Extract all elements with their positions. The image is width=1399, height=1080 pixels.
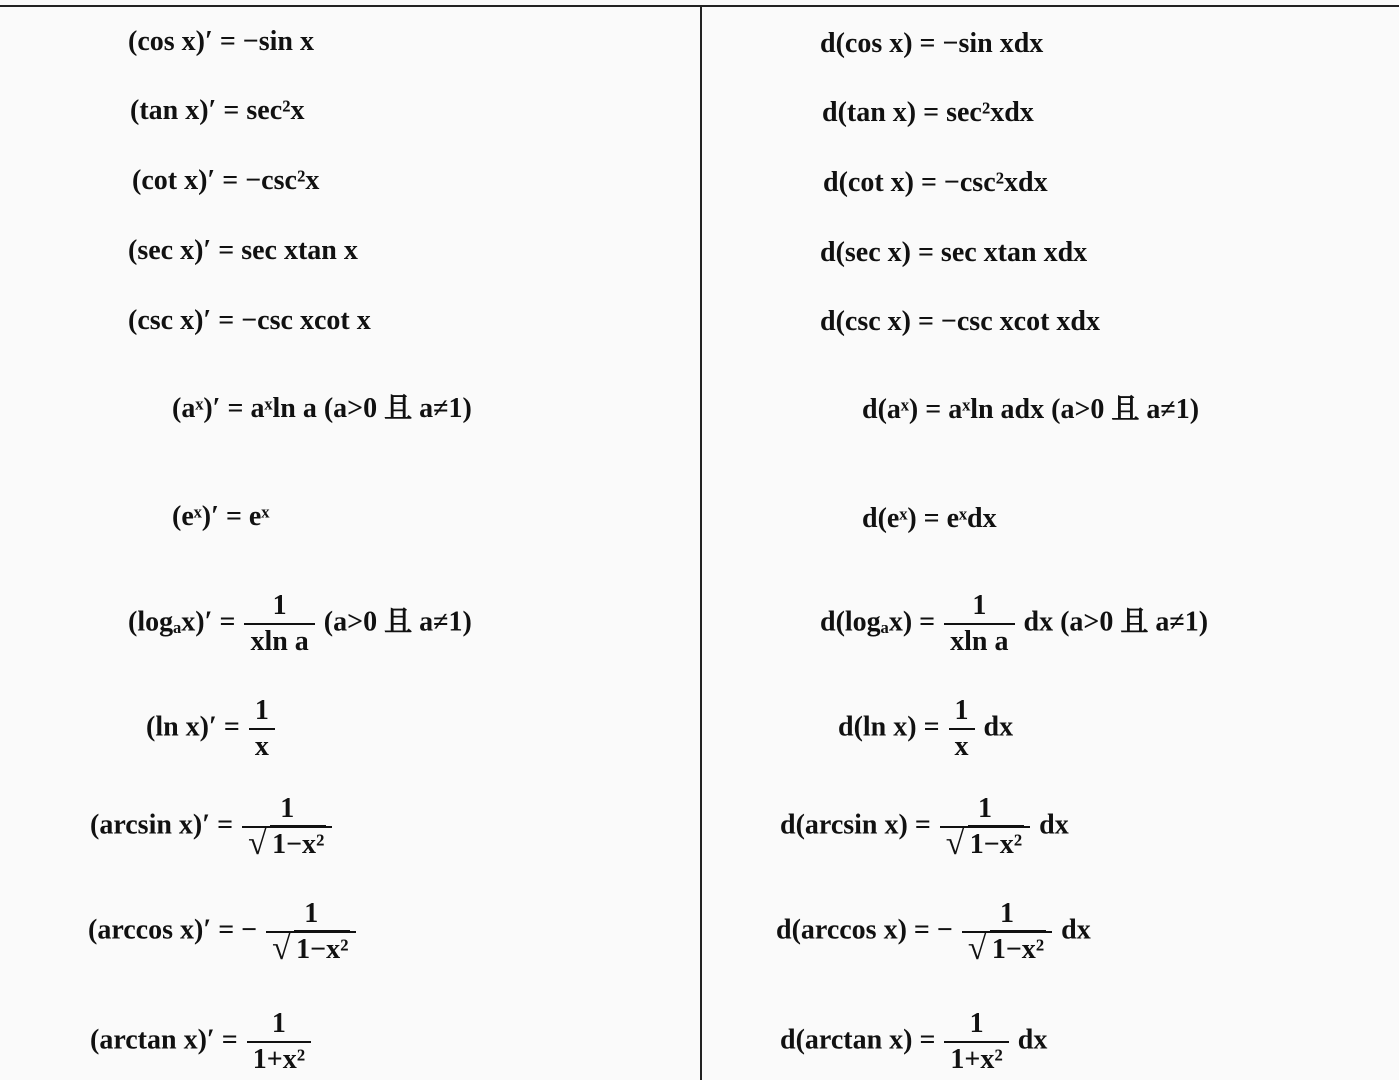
- ln-fraction: [949, 697, 975, 761]
- arccos-denominator: [266, 933, 356, 964]
- arcsin-fraction: [242, 795, 332, 859]
- log-right-label: d(logₐx) =: [820, 606, 936, 638]
- arcsin-denominator: [940, 828, 1030, 859]
- arccos-fraction: [962, 900, 1052, 964]
- derivative-arccos: [88, 900, 358, 964]
- log-condition: (a>0 且 a≠1): [323, 606, 472, 638]
- arctan-right-label: d(arctan x) =: [780, 1024, 936, 1056]
- arctan-numerator: 1: [944, 1010, 1008, 1043]
- sqrt-body: 1−x²: [294, 930, 350, 965]
- arccos-left-label: (arccos x)′ = −: [88, 914, 258, 946]
- arctan-left-label: (arctan x)′ =: [90, 1024, 238, 1056]
- differential-arcsin: [780, 795, 1069, 859]
- derivative-arcsin: [90, 795, 334, 859]
- ln-right-label: d(ln x) =: [838, 711, 940, 743]
- arcsin-denominator: [242, 828, 332, 859]
- differential-ln: [838, 697, 1013, 761]
- arcsin-fraction: [940, 795, 1030, 859]
- arccos-denominator: [962, 933, 1052, 964]
- derivative-log: [128, 592, 472, 656]
- arctan-denominator: 1+x²: [950, 1044, 1003, 1075]
- log-left-label: (logₐx)′ =: [128, 606, 236, 638]
- derivative-arctan: [90, 1010, 313, 1074]
- log-numerator: 1: [944, 592, 1014, 625]
- arctan-dx: dx: [1017, 1024, 1048, 1056]
- differential-arctan: [780, 1010, 1047, 1074]
- column-divider: [700, 5, 702, 1080]
- arcsin-dx: dx: [1039, 809, 1069, 841]
- ln-dx: dx: [983, 711, 1014, 743]
- differential-cot: d(cot x) = −csc²xdx: [823, 167, 1048, 198]
- sqrt-symbol: [272, 936, 350, 964]
- arccos-dx: dx: [1061, 914, 1091, 946]
- sqrt-symbol: [968, 936, 1046, 964]
- log-denominator: xln a: [950, 626, 1009, 657]
- log-dx-condition: dx (a>0 且 a≠1): [1023, 606, 1209, 638]
- log-denominator: xln a: [250, 626, 309, 657]
- derivative-tan: (tan x)′ = sec²x: [130, 95, 305, 126]
- differential-tan: d(tan x) = sec²xdx: [822, 97, 1034, 128]
- sqrt-body: 1−x²: [270, 825, 326, 860]
- differential-exponential-e: d(eˣ) = eˣdx: [862, 503, 997, 534]
- arcsin-numerator: 1: [940, 795, 1030, 828]
- derivative-sec: (sec x)′ = sec xtan x: [128, 235, 358, 266]
- derivative-cot: (cot x)′ = −csc²x: [132, 165, 320, 196]
- arccos-numerator: 1: [266, 900, 356, 933]
- arcsin-numerator: 1: [242, 795, 332, 828]
- arccos-numerator: 1: [962, 900, 1052, 933]
- differential-cos: d(cos x) = −sin xdx: [820, 28, 1044, 59]
- log-fraction: [944, 592, 1014, 656]
- arctan-numerator: 1: [247, 1010, 311, 1043]
- ln-numerator: 1: [949, 697, 975, 730]
- differential-arccos: [776, 900, 1091, 964]
- ln-left-label: (ln x)′ =: [146, 711, 240, 743]
- sqrt-body: 1−x²: [990, 930, 1046, 965]
- differential-log: [820, 592, 1208, 656]
- arcsin-right-label: d(arcsin x) =: [780, 809, 931, 841]
- derivative-exponential-e: (eˣ)′ = eˣ: [172, 501, 270, 532]
- arctan-denominator: 1+x²: [252, 1044, 306, 1075]
- log-fraction: [244, 592, 314, 656]
- arccos-fraction: [266, 900, 356, 964]
- derivative-csc: (csc x)′ = −csc xcot x: [128, 305, 371, 336]
- differential-sec: d(sec x) = sec xtan xdx: [820, 237, 1088, 268]
- sqrt-symbol: [248, 831, 326, 859]
- ln-denominator: x: [954, 731, 969, 762]
- arctan-fraction: [247, 1010, 311, 1074]
- arctan-fraction: [944, 1010, 1008, 1074]
- ln-numerator: 1: [249, 697, 275, 730]
- ln-fraction: [249, 697, 275, 761]
- log-numerator: 1: [244, 592, 314, 625]
- arccos-right-label: d(arccos x) = −: [776, 914, 953, 946]
- arcsin-left-label: (arcsin x)′ =: [90, 809, 234, 841]
- derivative-ln: [146, 697, 277, 761]
- differential-exponential-a: d(aˣ) = aˣln adx (a>0 且 a≠1): [862, 394, 1200, 425]
- sqrt-symbol: [946, 831, 1024, 859]
- sqrt-body: 1−x²: [968, 825, 1024, 860]
- derivative-exponential-a: (aˣ)′ = aˣln a (a>0 且 a≠1): [172, 393, 472, 424]
- ln-denominator: x: [254, 731, 269, 762]
- derivative-cos: (cos x)′ = −sin x: [128, 26, 315, 57]
- differential-csc: d(csc x) = −csc xcot xdx: [820, 306, 1100, 337]
